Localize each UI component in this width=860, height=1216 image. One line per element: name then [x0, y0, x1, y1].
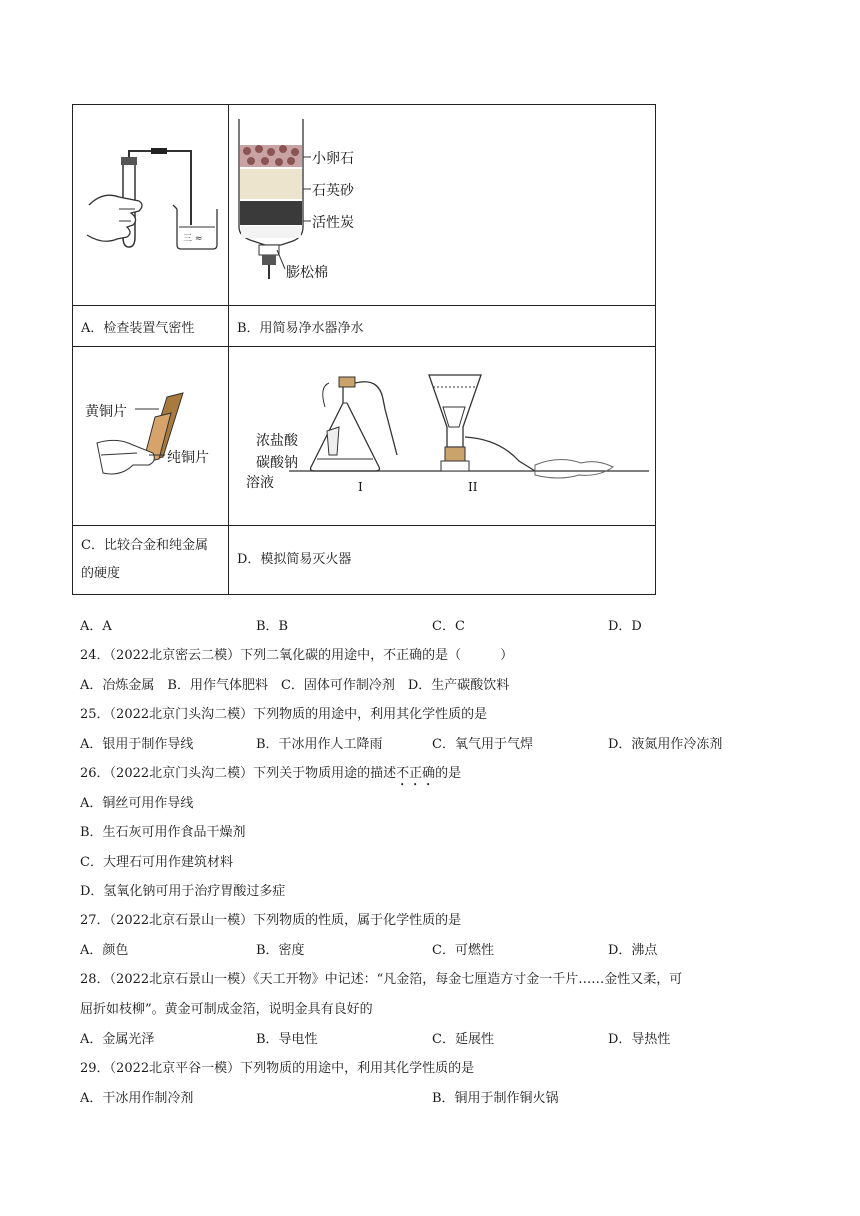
options-figure-table	[72, 104, 656, 595]
caption-c-line-1: C．比较合金和纯金属	[81, 538, 208, 553]
q26-option-c: C．大理石可用作建筑材料	[80, 855, 233, 870]
q24-options: A．冶炼金属 B．用作气体肥料 C．固体可作制冷剂 D．生产碳酸饮料	[80, 678, 510, 693]
label-flask-2: II	[468, 480, 478, 494]
q26-stem	[80, 762, 461, 789]
q28-option-d: D．导热性	[608, 1032, 671, 1047]
label-solution: 溶液	[246, 475, 274, 491]
q25-option-c: C．氧气用于气焊	[432, 737, 533, 752]
q27-option-a: A．颜色	[80, 943, 129, 958]
q26-option-d: D．氢氧化钠可用于治疗胃酸过多症	[80, 884, 286, 899]
figure-d-cell	[229, 347, 656, 526]
hardness-compare-figure	[73, 347, 229, 521]
label-conc-hcl: 浓盐酸	[256, 433, 298, 449]
q25-option-d: D．液氮用作冷冻剂	[608, 737, 723, 752]
q29-option-b: B．铜用于制作铜火锅	[432, 1091, 559, 1106]
label-pure-copper: 纯铜片	[167, 450, 209, 466]
q26-stem-a: 26．（2022北京门头沟二模）下列关于物质用途的描述	[80, 766, 397, 781]
figure-a-cell	[73, 105, 229, 306]
q23-option-d: D．D	[608, 619, 642, 634]
q23-option-c: C．C	[432, 619, 465, 634]
caption-d: D．模拟简易灭火器	[229, 526, 656, 595]
q24-stem: 24．（2022北京密云二模）下列二氧化碳的用途中，不正确的是（ ）	[80, 648, 514, 663]
q26-option-a: A．铜丝可用作导线	[80, 796, 194, 811]
q27-stem: 27．（2022北京石景山一模）下列物质的性质，属于化学性质的是	[80, 913, 462, 928]
figure-b-cell	[229, 105, 656, 306]
q27-option-c: C．可燃性	[432, 943, 494, 958]
q25-option-a: A．银用于制作导线	[80, 737, 194, 752]
q29-stem: 29．（2022北京平谷一模）下列物质的用途中，利用其化学性质的是	[80, 1061, 475, 1076]
label-pebbles: 小卵石	[312, 151, 354, 167]
caption-a: A．检查装置气密性	[73, 306, 229, 347]
q26-stem-c: 的是	[435, 766, 462, 781]
airtightness-check-figure	[73, 105, 229, 301]
label-brass: 黄铜片	[85, 404, 127, 420]
caption-b: B．用简易净水器净水	[229, 306, 656, 347]
q25-stem: 25．（2022北京门头沟二模）下列物质的用途中，利用其化学性质的是	[80, 707, 488, 722]
q28-stem-line-2: 屈折如枝柳”。黄金可制成金箔，说明金具有良好的	[80, 1002, 373, 1017]
q25-option-b: B．干冰用作人工降雨	[256, 737, 383, 752]
label-quartz-sand: 石英砂	[312, 183, 354, 199]
label-sodium-carbonate: 碳酸钠	[256, 455, 298, 471]
q27-option-d: D．沸点	[608, 943, 658, 958]
q26-stem-emphasis: 不正确	[396, 766, 436, 781]
label-cotton: 膨松棉	[286, 265, 328, 281]
q28-option-b: B．导电性	[256, 1032, 318, 1047]
caption-c-line-2: 的硬度	[81, 566, 121, 581]
label-flask-1: I	[358, 480, 363, 494]
q23-option-b: B．B	[256, 619, 289, 634]
caption-c	[73, 526, 229, 595]
svg-text:三 ≈: 三 ≈	[183, 234, 203, 244]
q29-option-a: A．干冰用作制冷剂	[80, 1091, 194, 1106]
q26-option-b: B．生石灰可用作食品干燥剂	[80, 825, 246, 840]
q23-option-a: A．A	[80, 619, 112, 634]
q28-option-c: C．延展性	[432, 1032, 494, 1047]
q27-option-b: B．密度	[256, 943, 305, 958]
q28-stem-line-1: 28．（2022北京石景山一模）《天工开物》中记述：“凡金箔，每金七厘造方寸金一千片……金性又柔，可	[80, 972, 683, 987]
figure-c-cell	[73, 347, 229, 526]
q28-option-a: A．金属光泽	[80, 1032, 155, 1047]
label-activated-carbon: 活性炭	[312, 215, 354, 231]
